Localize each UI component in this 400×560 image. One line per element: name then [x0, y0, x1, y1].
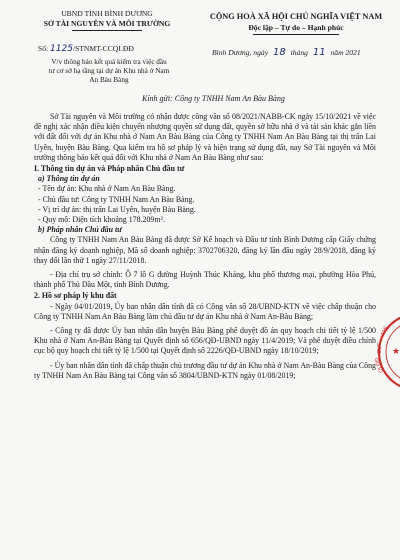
document-number — [38, 44, 134, 54]
subsection-a-heading: a) Thông tin dự án — [38, 174, 100, 184]
section-2-heading: 2. Hồ sơ pháp lý khu đất — [34, 291, 117, 301]
document-number-prefix: Số: — [38, 44, 49, 53]
section-1-heading: I. Thông tin dự án và Pháp nhân Chủ đầu tư — [34, 164, 185, 174]
investor-address-paragraph: - Địa chỉ trụ sở chính: Ô 7 lô G đường Huỳnh Thúc Kháng, khu phố thương mại, phường Hòa Phú, thành phố Thủ Dầu Một, tỉnh Bình Dương. — [34, 270, 376, 290]
project-info-item: - Chủ đầu tư: Công ty TNHH Nam An Bàu Bàng. — [38, 194, 195, 204]
date-year: năm 2021 — [330, 48, 361, 57]
document-number-handwritten: 1125 — [50, 44, 73, 54]
subject-line: V/v thông báo kết quả kiểm tra việc đầu — [51, 58, 167, 66]
document-date — [212, 47, 361, 58]
national-title-block — [196, 11, 396, 35]
document-subject — [40, 58, 178, 85]
motto-divider — [253, 34, 339, 35]
issuing-agency-block — [34, 9, 180, 31]
stamp-seal-image — [375, 310, 399, 394]
svg-text:CỤC: CỤC — [377, 342, 383, 354]
date-month-label: tháng — [290, 48, 308, 57]
date-day: 18 — [272, 47, 286, 58]
document-body — [34, 112, 376, 381]
document-number-suffix: /STNMT-CCQLĐĐ — [72, 44, 134, 53]
subsection-b-heading: b) Pháp nhân Chủ đầu tư — [38, 225, 122, 235]
country-name: CỘNG HOÀ XÃ HỘI CHỦ NGHĨA VIỆT NAM — [209, 12, 383, 21]
agency-name: SỞ TÀI NGUYÊN VÀ MÔI TRƯỜNG — [43, 19, 171, 28]
svg-text:★: ★ — [392, 346, 400, 356]
project-info-item: - Tên dự án: Khu nhà ở Nam An Bàu Bàng. — [38, 184, 176, 194]
investor-paragraph: Công ty TNHH Nam An Bàu Bàng đã được Sở Kế hoạch và Đầu tư tỉnh Bình Dương cấp Giấy chứng nhận đăng ký doanh nghiệp, Mã số doanh nghiệp: 3702706320, đăng ký lần đầu ngày 28/9/2018, đăng ký thay đổi lần thứ 1 ngày 27/11/2018. — [34, 235, 376, 265]
recipient-line: Kính gửi: Công ty TNHH Nam An Bàu Bàng — [142, 94, 285, 103]
project-info-item: - Vị trí dự án: thị trấn Lai Uyên, huyện Bàu Bàng. — [38, 204, 196, 214]
agency-parent: UBND TỈNH BÌNH DƯƠNG — [61, 9, 153, 18]
svg-text:CHI: CHI — [380, 325, 390, 337]
red-stamp — [375, 310, 399, 394]
agency-divider — [72, 30, 142, 31]
legal-paragraph: - Ủy ban nhân dân tỉnh đã chấp thuận chủ trương đầu tư dự án Khu nhà ở Nam An-Bàu Bàng của Công ty TNHH Nam An Bàu Bàng tại Công văn số 3804/UBND-KTN ngày 01/08/2019; — [34, 360, 376, 380]
legal-paragraph: - Công ty đã được Ủy ban nhân dân huyện Bàu Bàng phê duyệt đồ án quy hoạch chi tiết tỷ lệ 1/500 Khu nhà ở Nam An-Bàu Bàng tại Quyết định số 656/QĐ-UBND ngày 11/4/2019; Và phê duyệt điều chỉnh cục bộ quy hoạch chi tiết tỷ lệ 1/500 tại Quyết định số 2226/QĐ-UBND ngày 18/10/2019; — [34, 326, 376, 356]
svg-text:QLĐĐ: QLĐĐ — [374, 356, 385, 374]
subject-line: tư cơ sở hạ tầng tại dự án Khu nhà ở Nam — [48, 67, 170, 75]
project-info-item: - Quy mô: Diện tích khoảng 178.209m². — [38, 215, 165, 225]
national-motto: Độc lập – Tự do – Hạnh phúc — [248, 23, 344, 32]
date-month: 11 — [312, 47, 326, 58]
intro-paragraph: Sở Tài nguyên và Môi trường có nhận được công văn số 08/2021/NABB-CK ngày 15/10/2021 về việc đề nghị xác nhận điều kiện chuyển nhượng quyền sử dụng đất, quyền sở hữu nhà ở và tài sản khác gắn liền với đất đối với dự án Khu nhà ở Nam An Bàu Bàng của Công ty TNHH Nam An Bàu Bàng tại thị trấn Lai Uyên, huyện Bàu Bàng. Qua kiểm tra hồ sơ pháp lý và hiện trạng sử dụng đất, nay Sở Tài nguyên và Môi trường thông báo kết quả đối với Khu nhà ở Nam An Bàu Bàng như sau: — [34, 112, 376, 162]
subject-line: An Bàu Bàng — [89, 76, 129, 84]
date-place: Bình Dương, ngày — [212, 48, 269, 57]
legal-paragraph: - Ngày 04/01/2019, Ủy ban nhân dân tỉnh đã có Công văn số 28/UBND-KTN về việc chấp thuận cho Công ty TNHH Nam An Bàu Bàng làm chủ đầu tư dự án Khu nhà ở Nam An-Bàu Bàng; — [34, 301, 376, 321]
